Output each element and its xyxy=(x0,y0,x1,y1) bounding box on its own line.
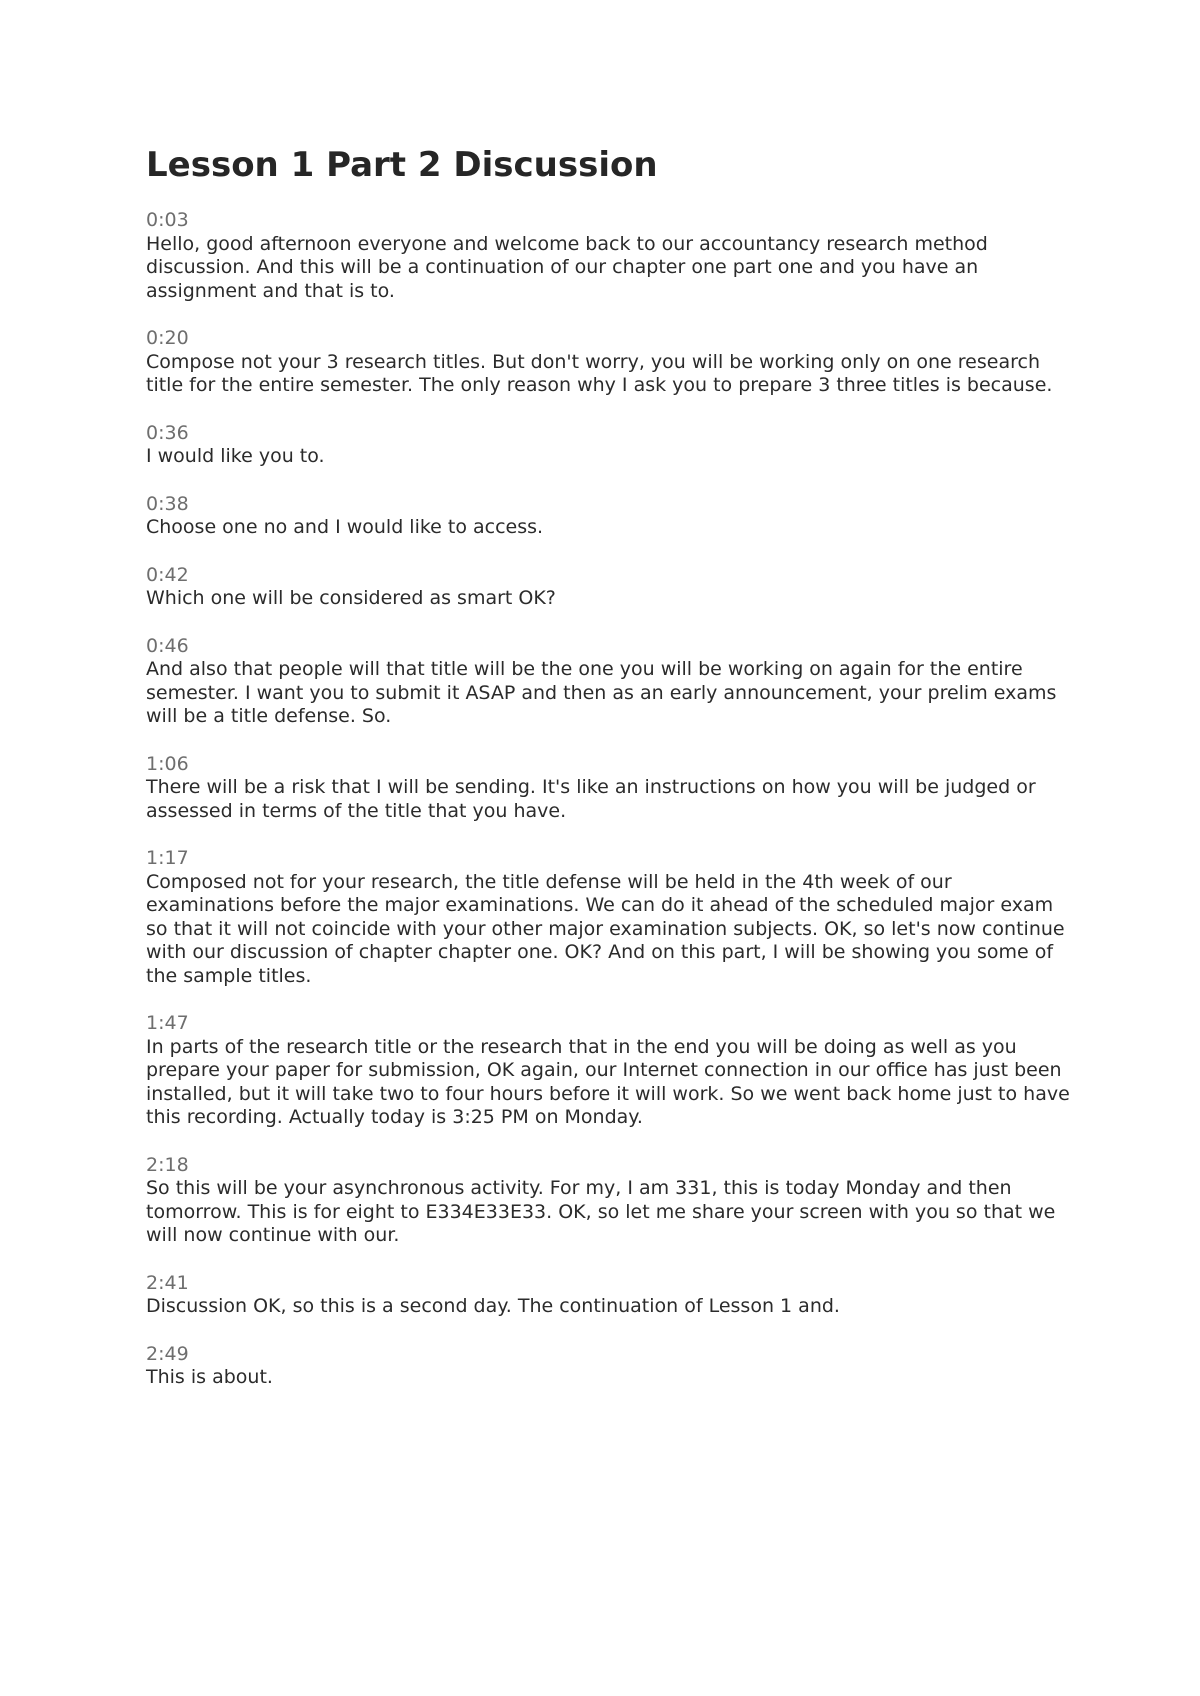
segment-timestamp: 0:42 xyxy=(146,563,189,586)
segment-timestamp: 2:49 xyxy=(146,1342,189,1365)
segment-timestamp: 0:03 xyxy=(146,209,189,231)
segment-timestamp: 1:17 xyxy=(146,847,189,869)
transcript-segment xyxy=(146,493,1076,540)
transcript-segment xyxy=(146,564,1076,611)
transcript-segment xyxy=(146,635,1076,729)
segment-text: And also that people will that title will be the one you will be working on again for the entire semester. I want you to submit it ASAP and then as an early announcement, your prelim exams will be a title defense. So. xyxy=(146,658,1057,727)
segment-text: In parts of the research title or the research that in the end you will be doing as well as you prepare your paper for submission, OK again, our Internet connection in our office has just been installed, but it will take two to four hours before it will work. So we went back home just to have this recording. Actually today is 3:25 PM on Monday. xyxy=(146,1035,1070,1128)
segment-text: Hello, good afternoon everyone and welcome back to our accountancy research method discussion. And this will be a continuation of our chapter one part one and you have an assignment and that is to. xyxy=(146,232,988,302)
transcript-segment xyxy=(146,422,1076,469)
segment-timestamp: 0:38 xyxy=(146,492,189,515)
segment-text: Composed not for your research, the title defense will be held in the 4th week of our examinations before the major examinations. We can do it ahead of the scheduled major exam so that it will not coincide with your other major examination subjects. OK, so let's now continue with our discussion of chapter chapter one. OK? And on this part, I will be showing you some of the sample titles. xyxy=(146,870,1065,987)
segment-text: Discussion OK, so this is a second day. The continuation of Lesson 1 and. xyxy=(146,1295,840,1317)
segment-timestamp: 2:41 xyxy=(146,1271,189,1294)
segment-text: Which one will be considered as smart OK? xyxy=(146,587,556,609)
segment-text: I would like you to. xyxy=(146,445,325,467)
transcript-segment xyxy=(146,753,1076,824)
segment-timestamp: 1:47 xyxy=(146,1012,189,1034)
segment-timestamp: 0:20 xyxy=(146,327,189,349)
transcript-segment xyxy=(146,1343,1076,1390)
transcript-segment xyxy=(146,1154,1076,1248)
segment-text: This is about. xyxy=(146,1366,273,1388)
transcript-segment xyxy=(146,847,1076,988)
segment-timestamp: 2:18 xyxy=(146,1153,189,1176)
segment-text: Choose one no and I would like to access. xyxy=(146,516,544,538)
transcript-segment xyxy=(146,327,1076,398)
segment-text: Compose not your 3 research titles. But don't worry, you will be working only on one research title for the entire semester. The only reason why I ask you to prepare 3 three titles is because. xyxy=(146,350,1053,396)
segment-text: So this will be your asynchronous activity. For my, I am 331, this is today Monday and then tomorrow. This is for eight to E334E33E33. OK, so let me share your screen with you so that we will now continue with our. xyxy=(146,1177,1056,1246)
document-title: Lesson 1 Part 2 Discussion xyxy=(146,145,658,185)
transcript-segment xyxy=(146,1012,1076,1130)
document-page xyxy=(146,143,1076,1414)
segment-timestamp: 0:36 xyxy=(146,421,189,444)
segment-text: There will be a risk that I will be sending. It's like an instructions on how you will be judged or assessed in terms of the title that you have. xyxy=(146,776,1036,822)
segment-timestamp: 1:06 xyxy=(146,752,189,775)
transcript-segment xyxy=(146,209,1076,303)
transcript-segment xyxy=(146,1272,1076,1319)
segment-timestamp: 0:46 xyxy=(146,634,189,657)
